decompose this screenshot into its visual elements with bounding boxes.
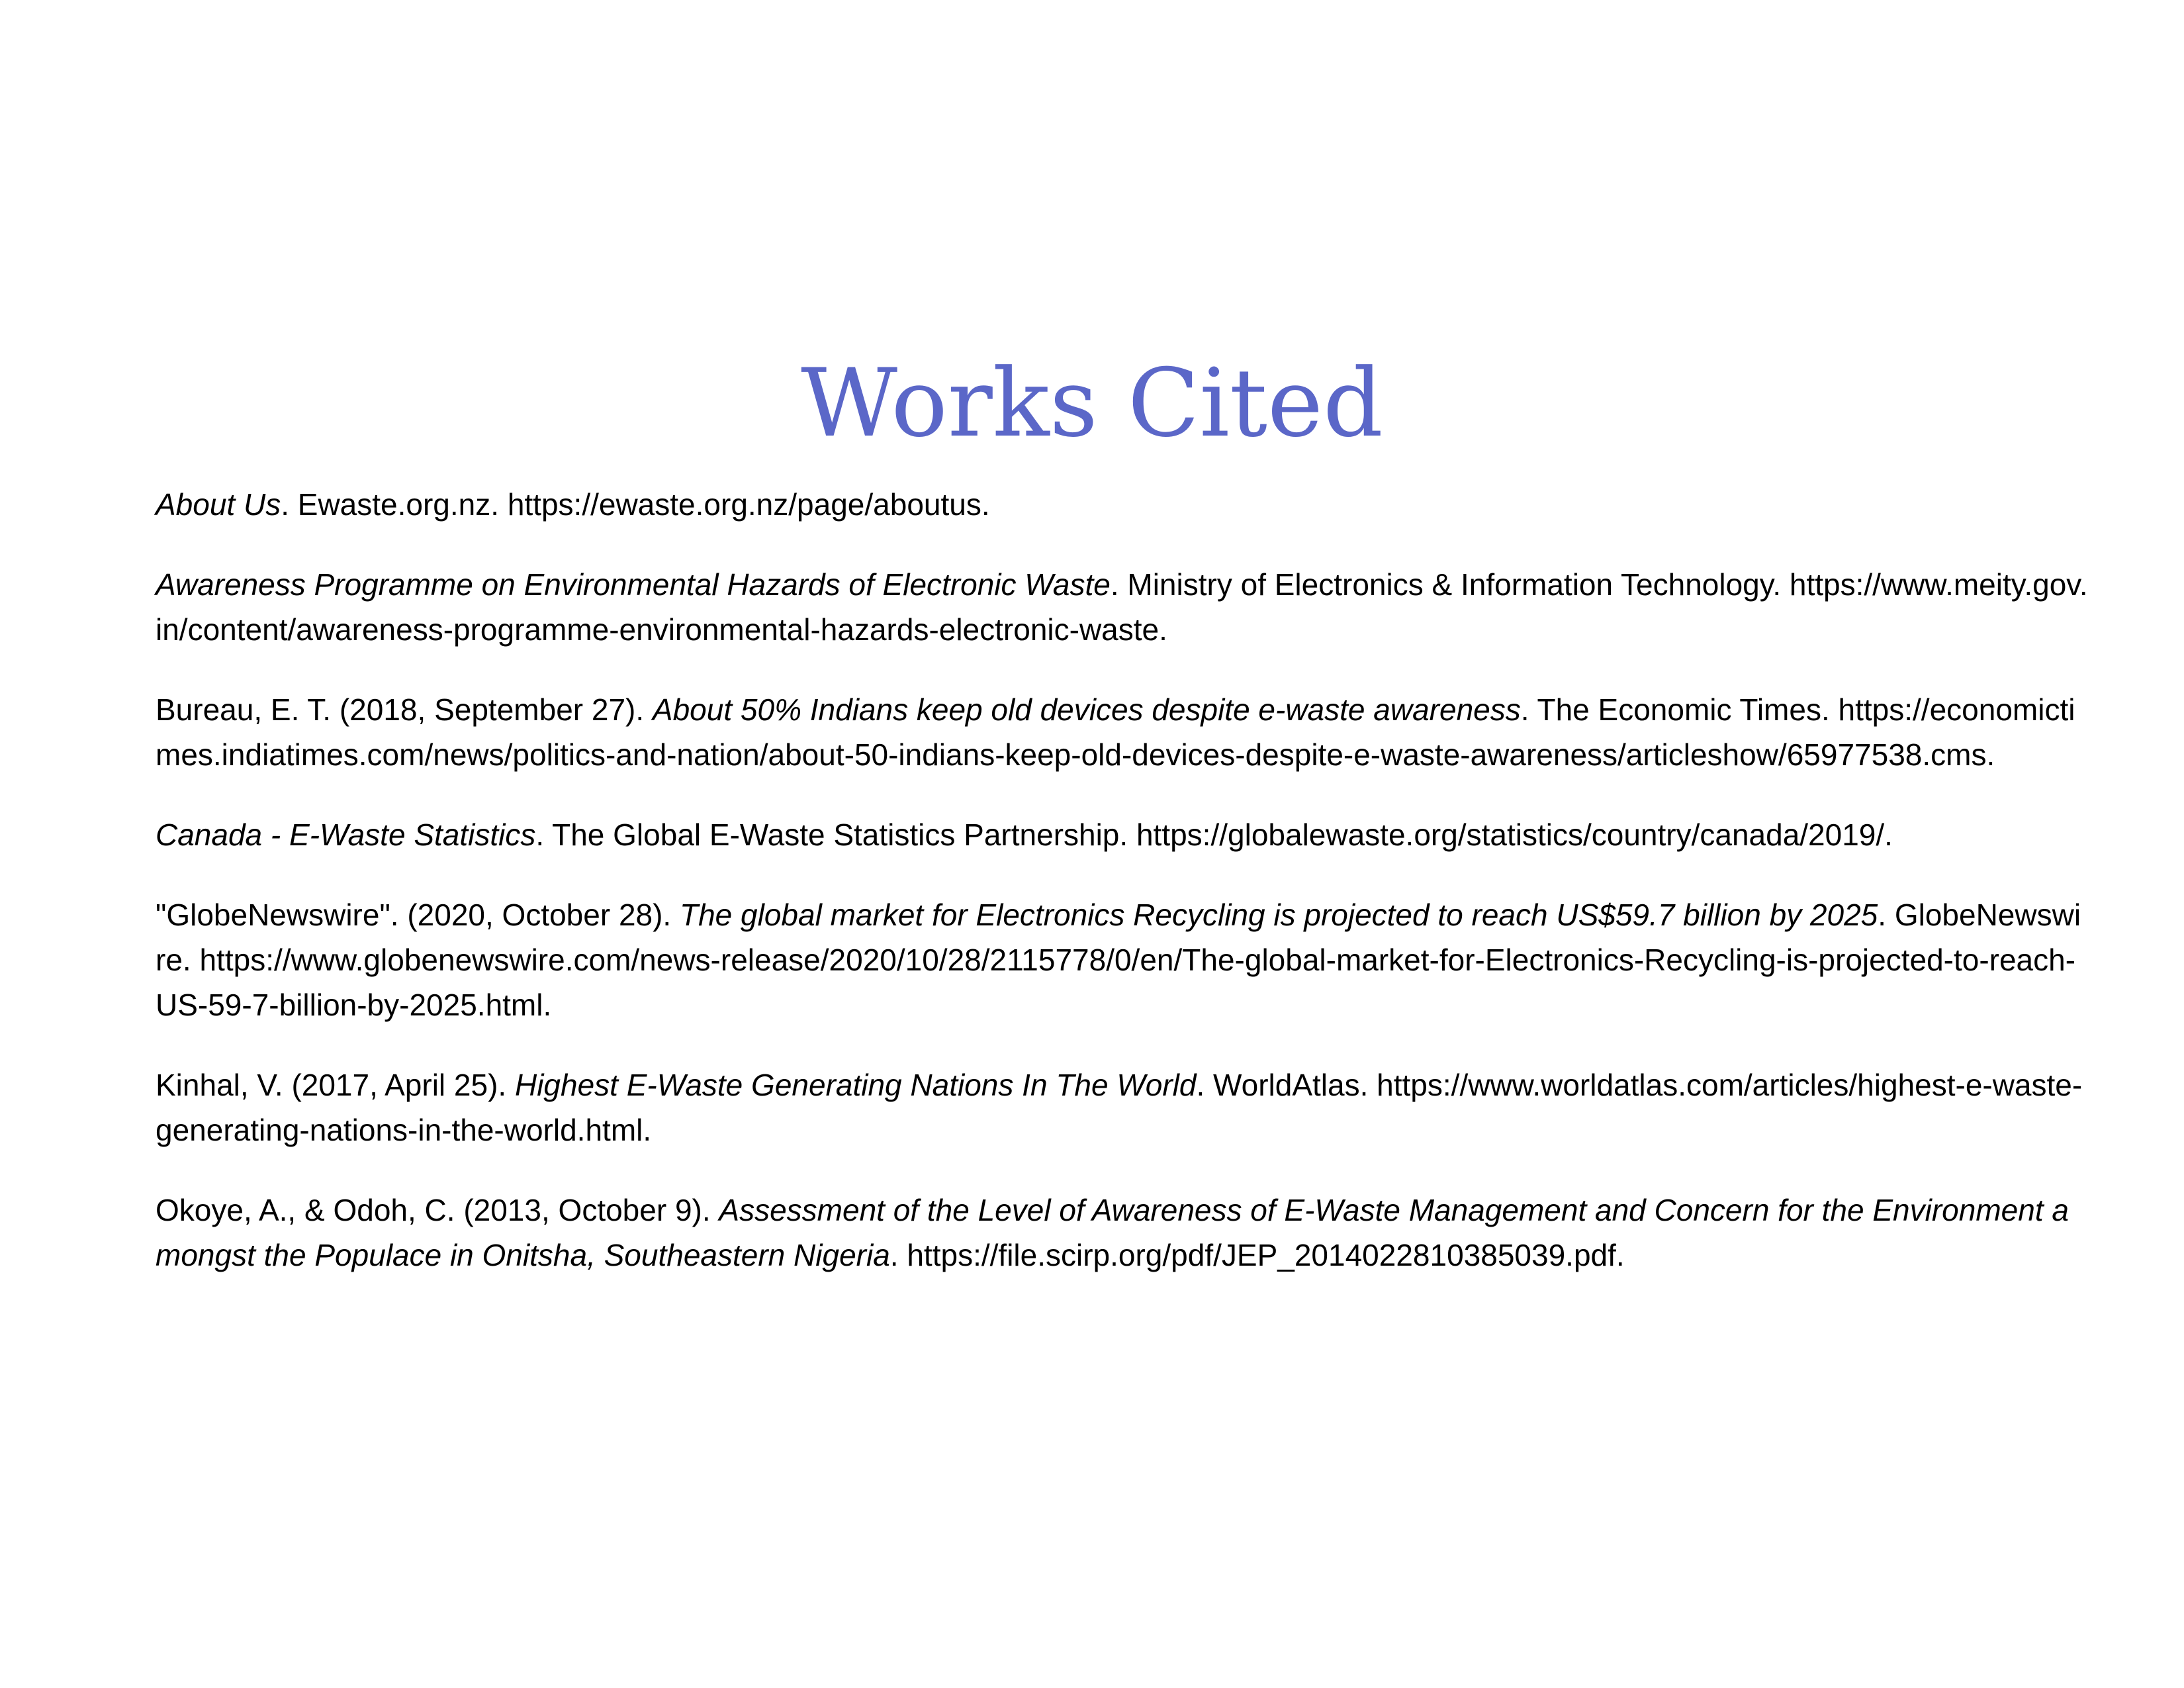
- citation-work-title: About 50% Indians keep old devices despite e-waste awareness: [652, 692, 1521, 727]
- citation-entry: [156, 812, 2088, 857]
- citation-lead: Bureau, E. T. (2018, September 27).: [156, 692, 653, 727]
- page-title: Works Cited: [801, 349, 1383, 458]
- citation-source: . Ministry of Electronics & Information Technology. https://www.meity.gov.in/content/awareness-programme-environmental-hazards-electronic-waste.: [156, 567, 2088, 647]
- citation-entry: [156, 482, 2088, 527]
- citation-source: . The Economic Times. https://economictimes.indiatimes.com/news/politics-and-nation/about-50-indians-keep-old-devices-despite-e-waste-awareness/articleshow/65977538.cms.: [156, 692, 2075, 772]
- citation-work-title: Highest E-Waste Generating Nations In The World: [514, 1068, 1197, 1102]
- citation-work-title: Awareness Programme on Environmental Hazards of Electronic Waste: [156, 567, 1111, 602]
- citation-entry: [156, 1188, 2088, 1278]
- citation-lead: Okoye, A., & Odoh, C. (2013, October 9).: [156, 1193, 719, 1227]
- citation-lead: "GlobeNewswire". (2020, October 28).: [156, 898, 680, 932]
- citation-work-title: Assessment of the Level of Awareness of E-Waste Management and Concern for the Environment amongst the Populace in Onitsha, Southeastern Nigeria: [156, 1193, 2069, 1272]
- citation-entry: [156, 562, 2088, 652]
- citation-work-title: The global market for Electronics Recycling is projected to reach US$59.7 billion by 2025: [680, 898, 1878, 932]
- works-cited-list: [156, 482, 2088, 1313]
- citation-entry: [156, 1062, 2088, 1152]
- citation-source: . https://file.scirp.org/pdf/JEP_2014022810385039.pdf.: [889, 1238, 1625, 1272]
- citation-source: . GlobeNewswire. https://www.globenewswire.com/news-release/2020/10/28/2115778/0/en/The-global-market-for-Electronics-Recycling-is-projected-to-reach-US-59-7-billion-by-2025.html.: [156, 898, 2081, 1022]
- citation-source: . The Global E-Waste Statistics Partnership. https://globalewaste.org/statistics/country/canada/2019/.: [535, 818, 1893, 852]
- citation-entry: [156, 892, 2088, 1027]
- citation-lead: Kinhal, V. (2017, April 25).: [156, 1068, 515, 1102]
- citation-work-title: Canada - E-Waste Statistics: [156, 818, 536, 852]
- citation-source: . WorldAtlas. https://www.worldatlas.com/articles/highest-e-waste-generating-nations-in-the-world.html.: [156, 1068, 2083, 1147]
- citation-source: . Ewaste.org.nz. https://ewaste.org.nz/page/aboutus.: [281, 487, 990, 522]
- citation-entry: [156, 687, 2088, 777]
- citation-work-title: About Us: [156, 487, 281, 522]
